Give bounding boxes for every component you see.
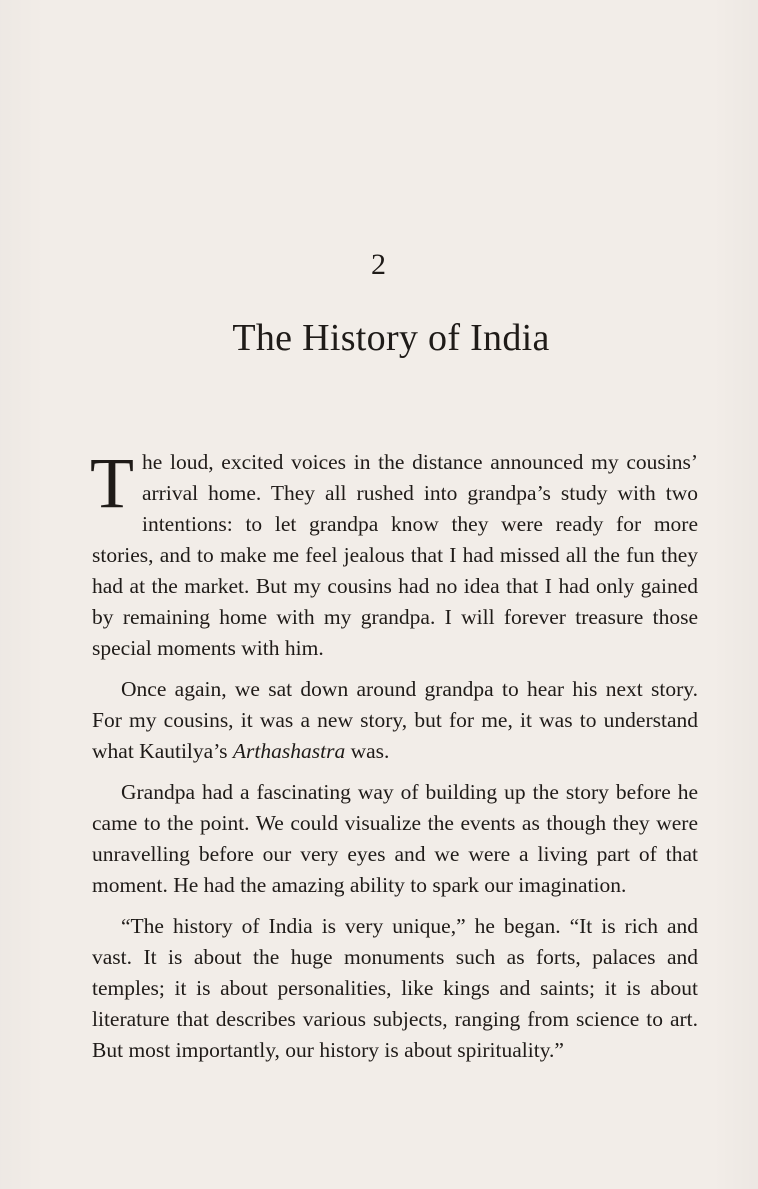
paragraph	[92, 911, 698, 1066]
paragraph	[92, 777, 698, 901]
paragraph	[92, 674, 698, 767]
drop-cap: T	[90, 443, 134, 523]
chapter-number: 2	[371, 248, 387, 281]
paragraph-text: he loud, excited voices in the distance announced my cousins’ arrival home. They all rushed into grandpa’s study with two intentions: to let grandpa know they were ready for more stories, and to make me feel jealous that I had missed all the fun they had at the market. But my cousins had no idea that I had only gained by remaining home with my grandpa. I will forever treasure those special moments with him.	[92, 450, 698, 660]
paragraph-text: Grandpa had a fascinating way of building up the story before he came to the point. We could visualize the events as though they were unravelling before our very eyes and we were a living part of that moment. He had the amazing ability to spark our imagination.	[92, 780, 698, 897]
paragraph	[90, 443, 698, 664]
chapter-body	[90, 443, 698, 1076]
book-title-italic: Arthashastra	[232, 739, 346, 763]
chapter-title: The History of India	[232, 317, 550, 359]
paragraph-text: “The history of India is very unique,” he began. “It is rich and vast. It is about the huge monuments such as forts, palaces and temples; it is about personalities, like kings and saints; it is about literature that describes various subjects, ranging from science to art. But most importantly, our history is about spirituality.”	[92, 914, 698, 1062]
paragraph-text: Once again, we sat down around grandpa to hear his next story. For my cousins, it was a new story, but for me, it was to understand what Kautilya’s	[92, 677, 698, 763]
paragraph-text: was.	[345, 739, 390, 763]
